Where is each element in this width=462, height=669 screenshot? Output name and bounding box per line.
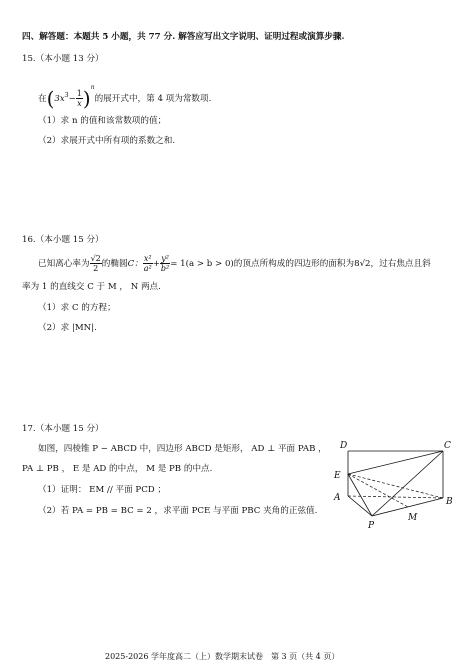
problem-15-fraction: $\frac{1}{x}$ — [76, 89, 82, 108]
pyramid-figure — [328, 436, 458, 536]
page-footer: 2025-2026 学年度高二（上）数学期末试卷 第 3 页（共 4 页） — [105, 652, 340, 661]
label-a: A — [334, 493, 341, 503]
edge-ap — [348, 496, 372, 516]
edge-pc — [372, 451, 443, 516]
label-m: M — [408, 513, 418, 523]
eccentricity-fraction: $\frac{√2}{2}$ — [90, 254, 101, 273]
problem-15-stem-suffix: 的展开式中，第 4 项为常数项. — [94, 94, 212, 104]
x2-over-a2: $\frac{\text{x²}}{\text{a²}}$ — [143, 254, 152, 273]
problem-17-part-1: （1）证明： EM // 平面 PCD ； — [38, 485, 166, 495]
label-d: D — [340, 441, 348, 451]
problem-17-part-2: （2）若 PA = PB = BC = 2 ，求平面 PCE 与平面 PBC 夹角的正弦值. — [38, 506, 318, 516]
problem-15-expr-coef: 3x — [54, 94, 65, 104]
problem-17-number: 17.（本小题 15 分） — [22, 424, 104, 434]
problem-15-part-2: （2）求展开式中所有项的系数之和. — [38, 136, 176, 146]
problem-17-stem-line1: 如图，四棱锥 P − ABCD 中，四边形 ABCD 是矩形， AD ⊥ 平面 PAB ， — [38, 444, 327, 454]
problem-15-expr-minus: − — [68, 94, 76, 104]
problem-15-stem: 在($3x^3-$ $\frac{1}{x}$ )$^n$的展开式中，第 4 项为常数项. — [38, 84, 212, 111]
problem-16-number: 16.（本小题 15 分） — [22, 235, 104, 245]
edge-ab-hidden — [348, 496, 443, 498]
edge-ec — [348, 451, 443, 474]
problem-15-number: 15.（本小题 13 分） — [22, 54, 104, 64]
label-b: B — [446, 497, 453, 507]
edge-pe — [348, 474, 372, 516]
label-e: E — [334, 471, 341, 481]
problem-17-stem-line2: PA ⊥ PB ， E 是 AD 的中点， M 是 PB 的中点. — [22, 464, 213, 474]
problem-15-stem-prefix: 在 — [38, 94, 47, 104]
label-p: P — [368, 521, 375, 531]
label-c: C — [444, 441, 451, 451]
problem-16-stem-line2: 率为 1 的直线交 C 于 M ， N 两点. — [22, 282, 161, 292]
problem-16-part-1: （1）求 C 的方程； — [38, 303, 116, 313]
problem-16-part-2: （2）求 |MN|. — [38, 323, 97, 333]
problem-15-outer-exp: n — [90, 84, 95, 91]
y2-over-b2: $\frac{\text{y²}}{\text{b²}}$ — [160, 254, 170, 273]
problem-16-stem-line1: 已知离心率为 $\frac{√2}{2}$ 的椭圆C： $\frac{\text{x²}}{\text{a²}}$ + $\frac{\text{y²}}{\text{b²}}$ = 1(a > b > 0)的顶点所构成的四边形的面积为8√2，过右焦点且斜 — [38, 254, 431, 273]
section-heading: 四、解答题：本题共 5 小题，共 77 分. 解答应写出文字说明、证明过程或演算步骤. — [22, 32, 345, 42]
problem-15-expr-exp: 3 — [64, 92, 69, 100]
problem-15-part-1: （1）求 n 的值和该常数项的值； — [38, 116, 167, 126]
